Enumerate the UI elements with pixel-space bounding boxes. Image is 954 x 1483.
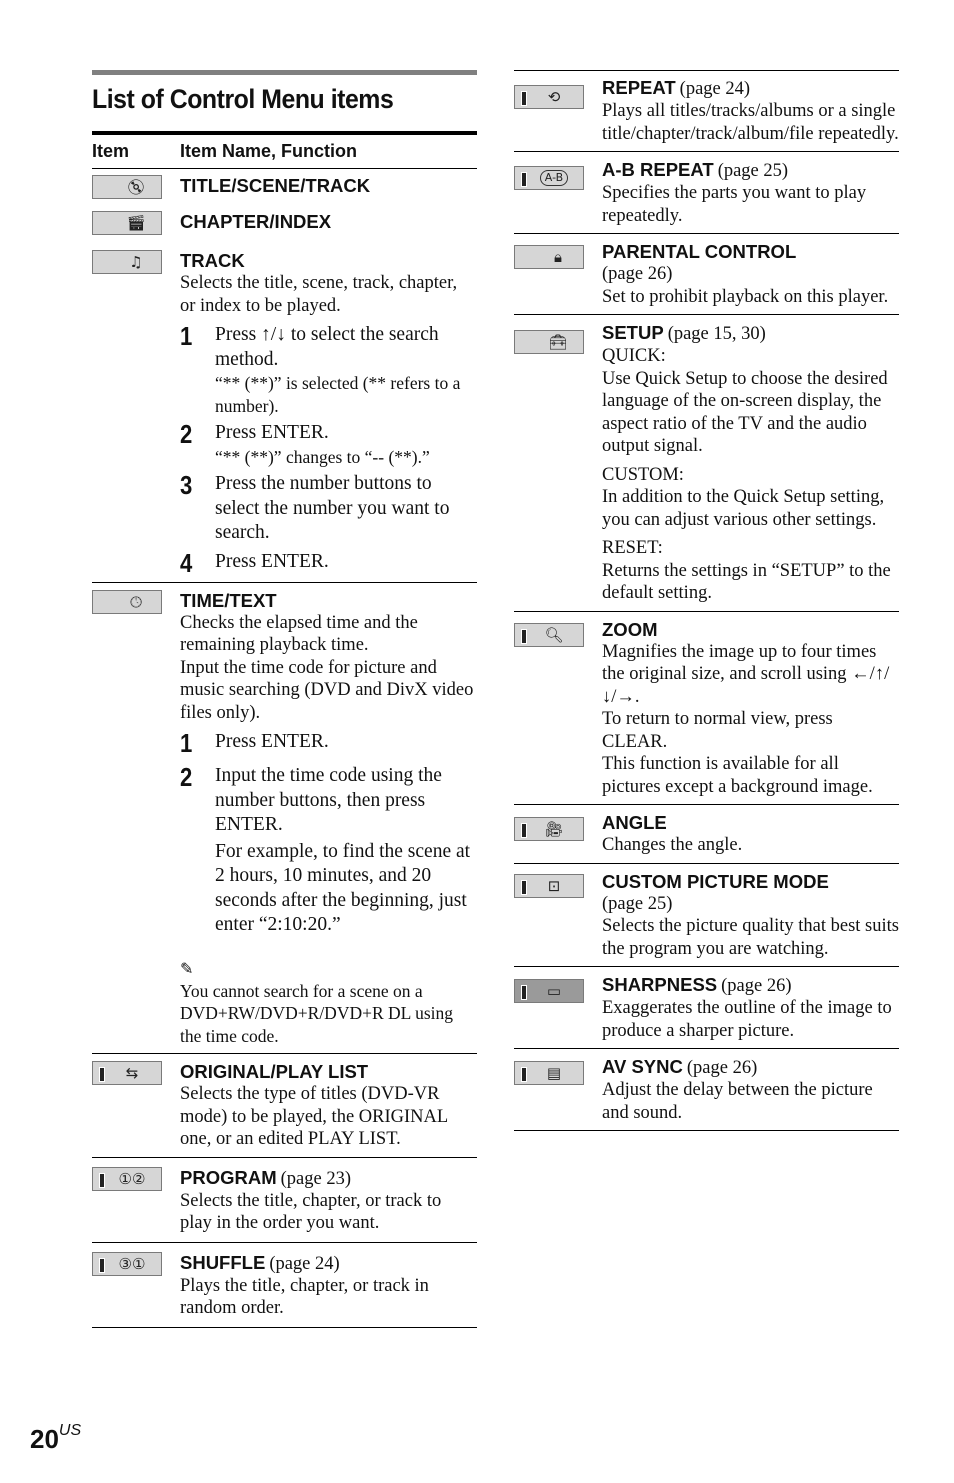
table-row: [514, 612, 899, 806]
table-row: [92, 239, 477, 583]
page-title: List of Control Menu items: [92, 84, 394, 114]
item-description: Exaggerates the outline of the image to produce a sharper picture.: [602, 998, 892, 1041]
item-name-angle: ANGLE: [602, 812, 667, 833]
step-example: For example, to find the scene at 2 hours, 10 minutes, and 20 seconds after the beginning, just enter “2:10:20.”: [215, 840, 471, 935]
step: [180, 421, 477, 468]
item-description: Selects the title, scene, track, chapter, or index to be played.: [180, 273, 458, 316]
item-description: Specifies the parts you want to play repeatedly.: [602, 183, 867, 226]
setup-quick-description: Use Quick Setup to choose the desired language of the on-screen display, the aspect ratio of the TV and the audio output signal.: [602, 368, 888, 456]
step: [180, 547, 477, 578]
title-disc-icon: 💿︎: [92, 175, 162, 199]
page-reference: (page 26): [686, 1058, 758, 1078]
page-reference: (page 15, 30): [667, 324, 766, 344]
page-reference: (page 25): [717, 161, 789, 181]
step-subtext: “** (**)” is selected (** refers to a number).: [215, 373, 461, 416]
table-row: [92, 1243, 477, 1328]
table-row: [514, 1049, 899, 1131]
clapperboard-icon: 🎬︎: [92, 211, 162, 235]
table-row: [514, 967, 899, 1049]
table-header: [92, 135, 477, 169]
magnifier-icon: 🔍︎: [514, 623, 584, 647]
hint-icon: ✎: [180, 958, 194, 978]
item-description: To return to normal view, press CLEAR.: [602, 709, 833, 752]
setup-quick-label: QUICK:: [602, 346, 666, 366]
item-description: Set to prohibit playback on this player.: [602, 286, 889, 307]
step-number: 2: [180, 419, 193, 449]
item-name-original-play-list: ORIGINAL/PLAY LIST: [180, 1061, 369, 1082]
table-row: [514, 234, 899, 315]
item-name-track: TRACK: [180, 250, 245, 271]
heading-bar: [92, 70, 477, 75]
step-number: 2: [180, 762, 193, 792]
lock-icon: 🔒︎: [514, 245, 584, 269]
av-sync-icon: ▤: [514, 1061, 584, 1085]
item-name-program: PROGRAM: [180, 1166, 277, 1188]
table-row: [514, 315, 899, 612]
step-number: 1: [180, 728, 193, 758]
step-text: Press ↑/↓ to select the search method.: [215, 324, 439, 370]
step-subtext: “** (**)” changes to “-- (**).”: [215, 446, 430, 467]
step-number: 1: [180, 321, 193, 351]
page-reference: (page 26): [602, 264, 673, 284]
page-reference: (page 23): [280, 1168, 351, 1189]
shuffle-icon: ③①: [92, 1252, 162, 1276]
item-description: Selects the picture quality that best suits the program you are watching.: [602, 916, 899, 959]
table-row: [92, 583, 477, 1055]
picture-mode-icon: ⊡: [514, 874, 584, 898]
step-text: Press ENTER.: [215, 550, 329, 572]
item-name-custom-picture-mode: CUSTOM PICTURE MODE: [602, 870, 829, 892]
item-description: Plays all titles/tracks/albums or a single title/chapter/track/album/file repeatedly.: [602, 101, 899, 144]
item-name-setup: SETUP: [602, 322, 664, 343]
item-name-repeat: REPEAT: [602, 77, 676, 98]
right-column: [514, 70, 899, 1131]
table-row: [92, 1054, 477, 1158]
table-row: [514, 864, 899, 968]
item-name-title-scene-track: TITLE/SCENE/TRACK: [180, 175, 371, 196]
toolbox-icon: 🧰︎: [514, 330, 584, 354]
table-row: [92, 203, 477, 239]
function-column-header: Item Name, Function: [180, 141, 358, 161]
page-reference: (page 24): [679, 79, 751, 99]
item-column-header: Item: [92, 141, 130, 161]
clock-text-icon: 🕓︎: [92, 590, 162, 614]
step: [180, 323, 477, 417]
page-number: [30, 1424, 81, 1455]
step-text: Press ENTER.: [215, 422, 329, 443]
item-name-sharpness: SHARPNESS: [602, 974, 718, 995]
camera-angle-icon: 🎥︎: [514, 817, 584, 841]
step-text: Press ENTER.: [215, 731, 329, 752]
note-text: You cannot search for a scene on a DVD+RW/DVD+R/DVD+R DL using the time code.: [180, 980, 453, 1046]
step-text: Input the time code using the number buttons, then press ENTER.: [215, 765, 442, 835]
item-description: Magnifies the image up to four times the original size, and scroll using ←/↑/↓/→.: [602, 641, 890, 707]
page-reference: (page 26): [721, 976, 792, 996]
repeat-icon: ⟲: [514, 85, 584, 109]
setup-reset-description: Returns the settings in “SETUP” to the default setting.: [602, 560, 891, 603]
page-number-suffix: US: [58, 1422, 82, 1439]
item-description: Checks the elapsed time and the remaining playback time.: [180, 612, 418, 655]
page-reference: (page 24): [269, 1253, 340, 1274]
item-description: Plays the title, chapter, or track in random order.: [180, 1275, 429, 1318]
item-name-ab-repeat: A-B REPEAT: [602, 159, 714, 180]
setup-custom-label: CUSTOM:: [602, 464, 684, 485]
step-number: 3: [180, 470, 193, 500]
setup-reset-label: RESET:: [602, 538, 663, 558]
page-reference: (page 25): [602, 893, 673, 914]
step: [180, 472, 477, 546]
item-name-time-text: TIME/TEXT: [180, 589, 277, 611]
item-description: Input the time code for picture and music searching (DVD and DivX video files only).: [180, 657, 474, 723]
step-number: 4: [180, 547, 193, 578]
item-name-av-sync: AV SYNC: [602, 1056, 683, 1077]
table-row: [514, 152, 899, 234]
step-text: Press the number buttons to select the number you want to search.: [215, 473, 450, 543]
table-row: [92, 169, 477, 203]
item-description: This function is available for all pictures except a background image.: [602, 754, 873, 797]
item-description: Selects the title, chapter, or track to play in the order you want.: [180, 1190, 442, 1233]
page-number-value: 20: [30, 1424, 59, 1454]
sharpness-icon: ▭: [514, 979, 584, 1003]
item-name-parental-control: PARENTAL CONTROL: [602, 241, 797, 262]
item-name-chapter-index: CHAPTER/INDEX: [180, 211, 332, 232]
step: [180, 730, 477, 756]
playlist-icon: ⇆: [92, 1061, 162, 1085]
table-row: [514, 70, 899, 152]
ab-repeat-icon: A-B: [514, 166, 584, 190]
program-icon: ①②: [92, 1167, 162, 1191]
table-row: [92, 1158, 477, 1243]
item-description: Changes the angle.: [602, 835, 743, 855]
item-description: Selects the type of titles (DVD-VR mode) to be played, the ORIGINAL one, or an edited PLAY LIST.: [180, 1084, 448, 1149]
table-row: [514, 805, 899, 864]
setup-custom-description: In addition to the Quick Setup setting, you can adjust various other settings.: [602, 487, 885, 530]
music-note-icon: ♫: [92, 250, 162, 274]
item-description: Adjust the delay between the picture and sound.: [602, 1080, 873, 1123]
step: [180, 764, 477, 938]
left-column: [92, 70, 477, 1328]
item-name-shuffle: SHUFFLE: [180, 1251, 266, 1273]
item-name-zoom: ZOOM: [602, 618, 658, 640]
